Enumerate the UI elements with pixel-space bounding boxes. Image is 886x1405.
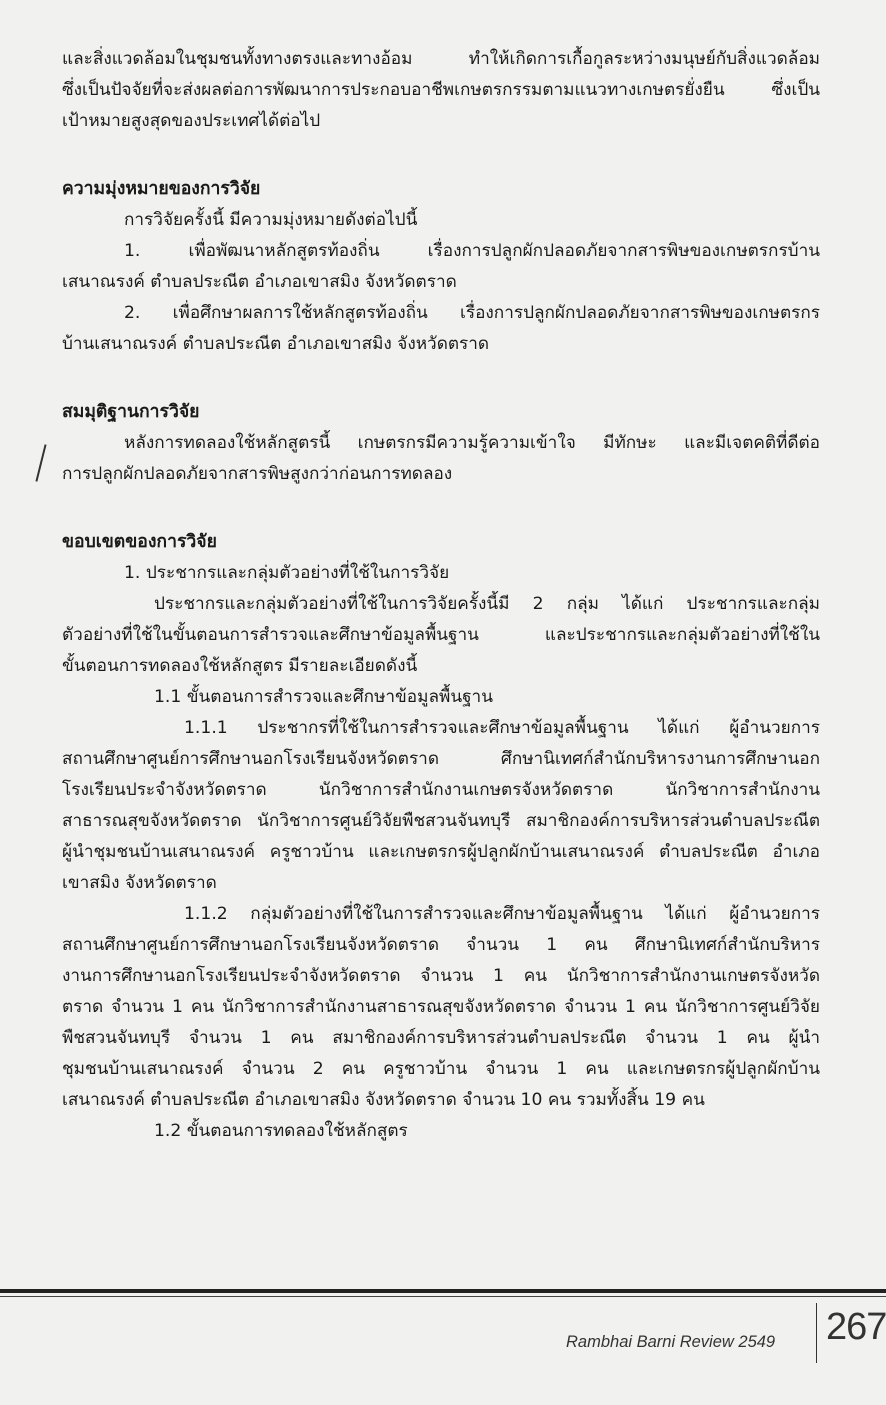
scope-sub-1-2: 1.2 ขั้นตอนการทดลองใช้หลักสูตร — [154, 1121, 408, 1141]
scope-1-1-1-line: เขาสมิง จังหวัดตราด — [62, 873, 217, 893]
section-heading-objectives: ความมุ่งหมายของการวิจัย — [62, 179, 261, 199]
hypothesis-line: หลังการทดลองใช้หลักสูตรนี้ เกษตรกรมีความรู้ความเข้าใจ มีทักษะ และมีเจตคติที่ดีต่อ — [124, 433, 820, 453]
objective-2-line: 2. เพื่อศึกษาผลการใช้หลักสูตรท้องถิ่น เรื่องการปลูกผักปลอดภัยจากสารพิษของเกษตรกร — [124, 303, 820, 323]
page-number: 267 — [826, 1306, 886, 1348]
scope-1-1-1-line: ผู้นำชุมชนบ้านเสนาณรงค์ ครูชาวบ้าน และเกษตรกรผู้ปลูกผักบ้านเสนาณรงค์ ตำบลประณีต อำเภอ — [62, 842, 820, 862]
objectives-lead: การวิจัยครั้งนี้ มีความมุ่งหมายดังต่อไปนี้ — [124, 210, 418, 230]
scope-1-1-2-line: งานการศึกษานอกโรงเรียนประจำจังหวัดตราด จำนวน 1 คน นักวิชาการสำนักงานเกษตรจังหวัด — [62, 966, 820, 986]
intro-paragraph — [62, 44, 820, 137]
scope-1-1-1-line: สถานศึกษาศูนย์การศึกษานอกโรงเรียนจังหวัดตราด ศึกษานิเทศก์สำนักบริหารงานการศึกษานอก — [62, 749, 820, 769]
objective-1-line: เสนาณรงค์ ตำบลประณีต อำเภอเขาสมิง จังหวัดตราด — [62, 272, 457, 292]
text-line: ซึ่งเป็นปัจจัยที่จะส่งผลต่อการพัฒนาการประกอบอาชีพเกษตรกรรมตามแนวทางเกษตรยั่งยืน ซึ่งเป็น — [62, 80, 820, 100]
scope-section — [62, 527, 820, 1147]
document-body — [62, 44, 820, 1147]
scope-para-line: ขั้นตอนการทดลองใช้หลักสูตร มีรายละเอียดดังนี้ — [62, 656, 418, 676]
scope-1-1-2-line: 1.1.2 กลุ่มตัวอย่างที่ใช้ในการสำรวจและศึกษาข้อมูลพื้นฐาน ได้แก่ ผู้อำนวยการ — [184, 904, 820, 924]
objective-2-line: บ้านเสนาณรงค์ ตำบลประณีต อำเภอเขาสมิง จังหวัดตราด — [62, 334, 490, 354]
footer-rule-thin — [0, 1296, 886, 1297]
section-heading-scope: ขอบเขตของการวิจัย — [62, 532, 217, 552]
footer-divider — [816, 1303, 817, 1363]
scope-item-1: 1. ประชากรและกลุ่มตัวอย่างที่ใช้ในการวิจัย — [124, 563, 450, 583]
scope-1-1-1-line: โรงเรียนประจำจังหวัดตราด นักวิชาการสำนักงานเกษตรจังหวัดตราด นักวิชาการสำนักงาน — [62, 780, 820, 800]
section-heading-hypothesis: สมมุติฐานการวิจัย — [62, 402, 200, 422]
scope-1-1-2-line: เสนาณรงค์ ตำบลประณีต อำเภอเขาสมิง จังหวัดตราด จำนวน 10 คน รวมทั้งสิ้น 19 คน — [62, 1090, 705, 1110]
scope-para-line: ตัวอย่างที่ใช้ในขั้นตอนการสำรวจและศึกษาข้อมูลพื้นฐาน และประชากรและกลุ่มตัวอย่างที่ใช้ใน — [62, 625, 820, 645]
footer-rule — [0, 1289, 886, 1293]
scope-sub-1-1: 1.1 ขั้นตอนการสำรวจและศึกษาข้อมูลพื้นฐาน — [154, 687, 493, 707]
text-line: และสิ่งแวดล้อมในชุมชนทั้งทางตรงและทางอ้อม ทำให้เกิดการเกื้อกูลระหว่างมนุษย์กับสิ่งแวดล้อม — [62, 49, 820, 69]
pen-margin-mark — [35, 444, 46, 481]
hypothesis-section — [62, 397, 820, 490]
scope-1-1-2-line: ตราด จำนวน 1 คน นักวิชาการสำนักงานสาธารณสุขจังหวัดตราด จำนวน 1 คน นักวิชาการศูนย์วิจัย — [62, 997, 820, 1017]
scope-1-1-1-line: 1.1.1 ประชากรที่ใช้ในการสำรวจและศึกษาข้อมูลพื้นฐาน ได้แก่ ผู้อำนวยการ — [184, 718, 820, 738]
hypothesis-line: การปลูกผักปลอดภัยจากสารพิษสูงกว่าก่อนการทดลอง — [62, 464, 453, 484]
scope-1-1-1-line: สาธารณสุขจังหวัดตราด นักวิชาการศูนย์วิจัยพืชสวนจันทบุรี สมาชิกองค์การบริหารส่วนตำบลประณีต — [62, 811, 820, 831]
scope-para-line: ประชากรและกลุ่มตัวอย่างที่ใช้ในการวิจัยครั้งนี้มี 2 กลุ่ม ได้แก่ ประชากรและกลุ่ม — [154, 594, 820, 614]
scope-1-1-2-line: สถานศึกษาศูนย์การศึกษานอกโรงเรียนจังหวัดตราด จำนวน 1 คน ศึกษานิเทศก์สำนักบริหาร — [62, 935, 820, 955]
journal-title: Rambhai Barni Review 2549 — [566, 1333, 776, 1351]
objective-1-line: 1. เพื่อพัฒนาหลักสูตรท้องถิ่น เรื่องการปลูกผักปลอดภัยจากสารพิษของเกษตรกรบ้าน — [124, 241, 820, 261]
scope-1-1-2-line: ชุมชนบ้านเสนาณรงค์ จำนวน 2 คน ครูชาวบ้าน จำนวน 1 คน และเกษตรกรผู้ปลูกผักบ้าน — [62, 1059, 820, 1079]
text-line: เป้าหมายสูงสุดของประเทศได้ต่อไป — [62, 111, 321, 131]
scope-1-1-2-line: พืชสวนจันทบุรี จำนวน 1 คน สมาชิกองค์การบริหารส่วนตำบลประณีต จำนวน 1 คน ผู้นำ — [62, 1028, 820, 1048]
objectives-section — [62, 174, 820, 360]
